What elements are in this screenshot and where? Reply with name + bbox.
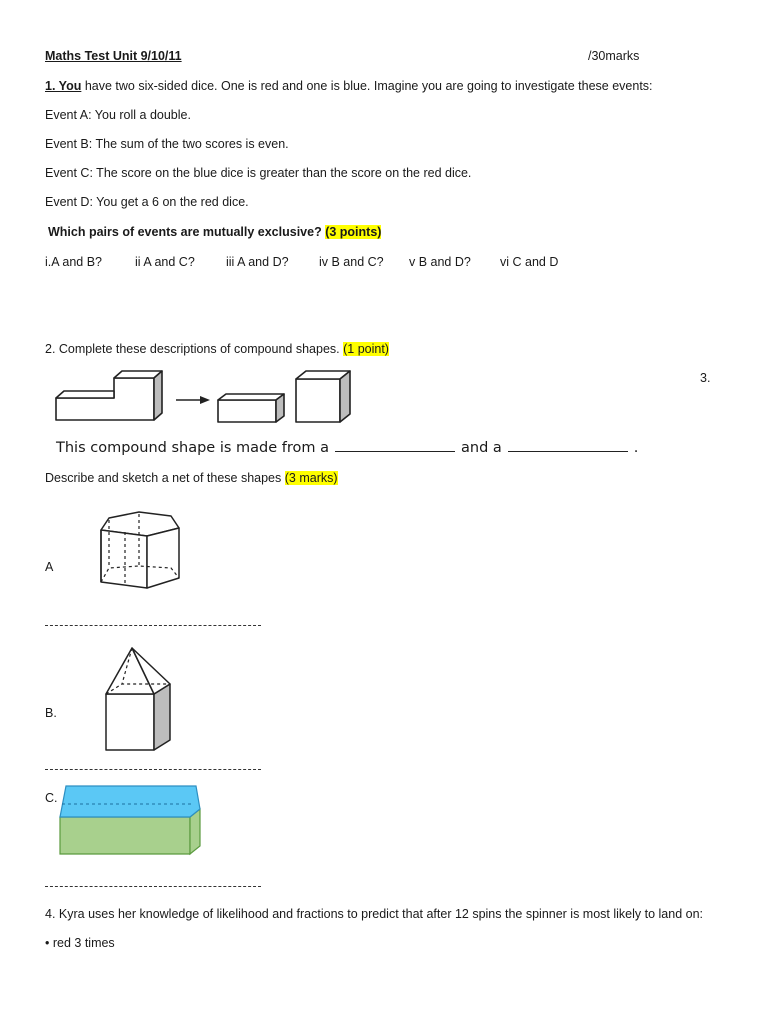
total-marks: /30marks bbox=[588, 49, 640, 63]
event-a: Event A: You roll a double. bbox=[45, 108, 191, 122]
event-b: Event B: The sum of the two scores is even. bbox=[45, 137, 289, 151]
compound-sentence bbox=[56, 440, 638, 456]
q3-number: 3. bbox=[700, 371, 711, 385]
compound-sentence-start: This compound shape is made from a bbox=[56, 440, 330, 456]
event-d: Event D: You get a 6 on the red dice. bbox=[45, 195, 249, 209]
triangular-prism-cuboid-icon bbox=[58, 782, 208, 857]
option-2: ii A and C? bbox=[135, 255, 195, 269]
test-title: Maths Test Unit 9/10/11 bbox=[45, 49, 182, 63]
q3-text-body: Describe and sketch a net of these shapes bbox=[45, 471, 282, 485]
q2-text bbox=[45, 341, 389, 357]
shape-c-label: C. bbox=[45, 791, 58, 805]
q1-intro-text: have two six-sided dice. One is red and one is blue. Imagine you are going to investigate these events: bbox=[81, 79, 653, 93]
answer-blank-2[interactable] bbox=[508, 441, 628, 452]
q1-number: 1. You bbox=[45, 79, 82, 93]
q2-points: (1 point) bbox=[343, 342, 389, 356]
option-3: iii A and D? bbox=[226, 255, 289, 269]
answer-line-b bbox=[45, 769, 261, 770]
hexagonal-prism-icon bbox=[95, 512, 195, 592]
q3-text bbox=[45, 470, 338, 486]
option-5: v B and D? bbox=[409, 255, 471, 269]
q1-points: (3 points) bbox=[325, 225, 382, 239]
q1-question-text: Which pairs of events are mutually exclusive? bbox=[48, 225, 322, 239]
answer-blank-1[interactable] bbox=[335, 441, 455, 452]
q3-points: (3 marks) bbox=[284, 471, 338, 485]
q2-text-body: 2. Complete these descriptions of compound shapes. bbox=[45, 342, 340, 356]
cube-pyramid-icon bbox=[102, 644, 182, 756]
compound-sentence-mid: and a bbox=[461, 440, 502, 456]
compound-shape-figure bbox=[50, 366, 370, 426]
q1-intro bbox=[45, 78, 653, 94]
option-1: i.A and B? bbox=[45, 255, 102, 269]
answer-line-c bbox=[45, 886, 261, 887]
answer-line-a bbox=[45, 625, 261, 626]
option-6: vi C and D bbox=[500, 255, 559, 269]
shape-a-label: A bbox=[45, 560, 54, 574]
q4-bullet: • red 3 times bbox=[45, 936, 115, 950]
option-4: iv B and C? bbox=[319, 255, 384, 269]
event-c: Event C: The score on the blue dice is greater than the score on the red dice. bbox=[45, 166, 472, 180]
q1-question bbox=[48, 224, 381, 240]
compound-sentence-end: . bbox=[633, 440, 639, 456]
q4-text: 4. Kyra uses her knowledge of likelihood and fractions to predict that after 12 spins the spinner is most likely to land on: bbox=[45, 907, 704, 921]
shape-b-label: B. bbox=[45, 706, 57, 720]
